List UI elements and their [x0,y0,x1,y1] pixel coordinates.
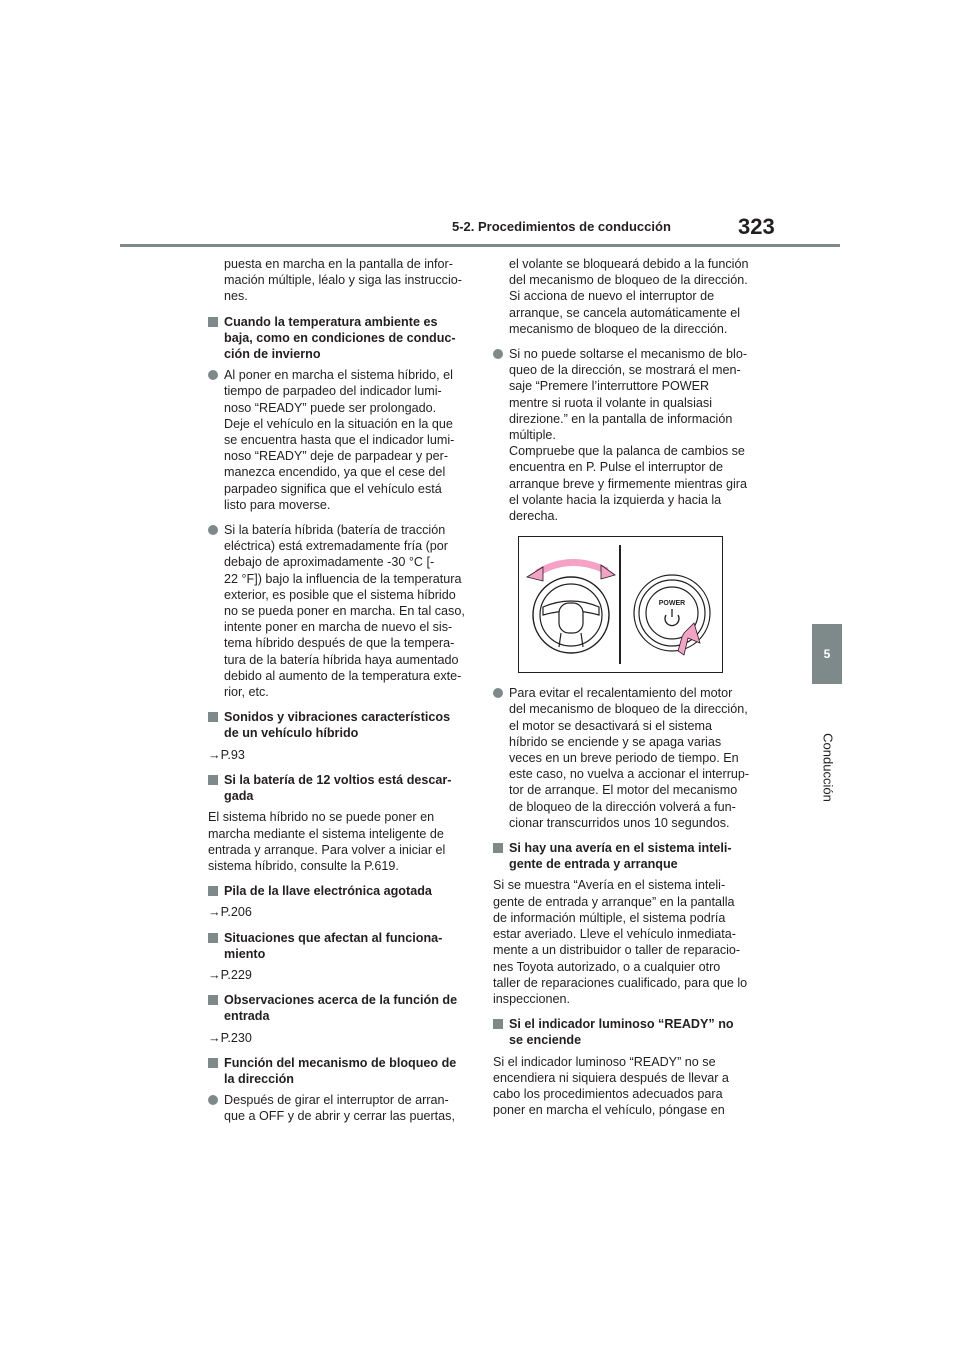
bullet-item: Si no puede soltarse el mecanismo de blo- queo de la dirección, se mostrará el men- saje “Premere l’interruttore POWER mentre si ruota il volante in qualsiasi direzione.” en la pantalla de información múltiple. Compruebe que la palanca de cambios se encuentra en P. Pulse el interruptor de arranque breve y firmemente mientras gira el volante hacia la izquierda y hacia la derecha. [493,346,750,524]
circle-bullet-icon [208,1095,218,1105]
chapter-number: 5 [823,647,831,661]
page-reference: →P.93 [208,747,245,762]
power-button-icon [622,537,722,672]
square-bullet-icon [208,886,218,896]
section-heading: Sonidos y vibraciones característicos de un vehículo híbrido [208,709,465,741]
section-heading: Pila de la llave electrónica agotada [208,883,465,899]
square-bullet-icon [493,843,503,853]
steering-power-illustration [518,536,723,673]
section-heading: Situaciones que afectan al funciona- miento [208,930,465,962]
page-reference: →P.230 [208,1030,252,1045]
header-rule [120,244,840,247]
body-text: Si se muestra “Avería en el sistema inteli- gente de entrada y arranque” en la pantalla de información múltiple, el sistema podría estar averiado. Lleve el vehículo inmediata- mente a un distribuidor o taller de reparacio- nes Toyota autorizado, o a cualquier otro taller de reparaciones cualificado, para que lo inspeccionen. [493,878,748,1006]
circle-bullet-icon [208,370,218,380]
page-reference: →P.206 [208,905,252,920]
right-column [493,256,750,1127]
bullet-item: Para evitar el recalentamiento del motor del mecanismo de bloqueo de la dirección, el motor se desactivará si el sistema híbrido se enciende y se apaga varias veces en un breve periodo de tiempo. En este caso, no vuelva a accionar el interrup- tor de arranque. El motor del mecanismo de bloqueo de la dirección volverá a fun- cionar transcurridos unos 10 segundos. [493,685,750,831]
steering-wheel-icon [519,537,619,672]
section-heading: Cuando la temperatura ambiente es baja, como en condiciones de conduc- ción de invierno [208,314,465,363]
section-heading: Si la batería de 12 voltios está descar- gada [208,772,465,804]
square-bullet-icon [208,775,218,785]
section-heading: Si hay una avería en el sistema inteli- gente de entrada y arranque [493,840,750,872]
continued-text: el volante se bloqueará debido a la función del mecanismo de bloqueo de la dirección. Si acciona de nuevo el interruptor de arranque, se cancela automáticamente el mecanismo de bloqueo de la dirección. [509,257,749,336]
body-text: El sistema híbrido no se puede poner en marcha mediante el sistema inteligente de entrada y arranque. Para volver a iniciar el sistema híbrido, consulte la P.619. [208,810,446,873]
figure-divider [619,545,621,664]
continued-text: puesta en marcha en la pantalla de infor- mación múltiple, léalo y siga las instruccio- nes. [224,257,462,304]
square-bullet-icon [208,1058,218,1068]
circle-bullet-icon [493,688,503,698]
bullet-item: Después de girar el interruptor de arran- que a OFF y de abrir y cerrar las puertas, [208,1092,465,1124]
chapter-label: Conducción [820,733,836,802]
square-bullet-icon [208,933,218,943]
chapter-tab [812,624,842,684]
page-number: 323 [738,214,775,239]
body-text: Si el indicador luminoso “READY” no se encendiera ni siquiera después de llevar a cabo los procedimientos adecuados para poner en marcha el vehículo, póngase en [493,1054,729,1118]
section-heading: Observaciones acerca de la función de entrada [208,992,465,1024]
square-bullet-icon [208,995,218,1005]
power-label: POWER [658,600,686,608]
bullet-item: Si la batería híbrida (batería de tracción eléctrica) está extremadamente fría (por debajo de aproximadamente -30 °C [- 22 °F]) bajo la influencia de la temperatura exterior, es posible que el sistema híbrido no se pueda poner en marcha. En tal caso, intente poner en marcha de nuevo el sis- tema híbrido después de que la tempera- tura de la batería híbrida haya aumentado debido al aumento de la temperatura exte- rior, etc. [208,522,465,700]
square-bullet-icon [208,317,218,327]
circle-bullet-icon [493,349,503,359]
section-heading: Si el indicador luminoso “READY” no se enciende [493,1016,750,1048]
circle-bullet-icon [208,525,218,535]
square-bullet-icon [208,712,218,722]
bullet-item: Al poner en marcha el sistema híbrido, el tiempo de parpadeo del indicador lumi- noso “READY” puede ser prolongado. Deje el vehículo en la situación en la que se encuentra hasta que el indicador lumi- noso “READY” deje de parpadear y per- manezca encendido, ya que el cese del parpadeo significa que el vehículo está listo para moverse. [208,367,465,513]
page-reference: →P.229 [208,967,252,982]
section-title: 5-2. Procedimientos de conducción [452,219,671,234]
section-heading: Función del mecanismo de bloqueo de la dirección [208,1055,465,1087]
square-bullet-icon [493,1019,503,1029]
left-column [208,256,465,1134]
